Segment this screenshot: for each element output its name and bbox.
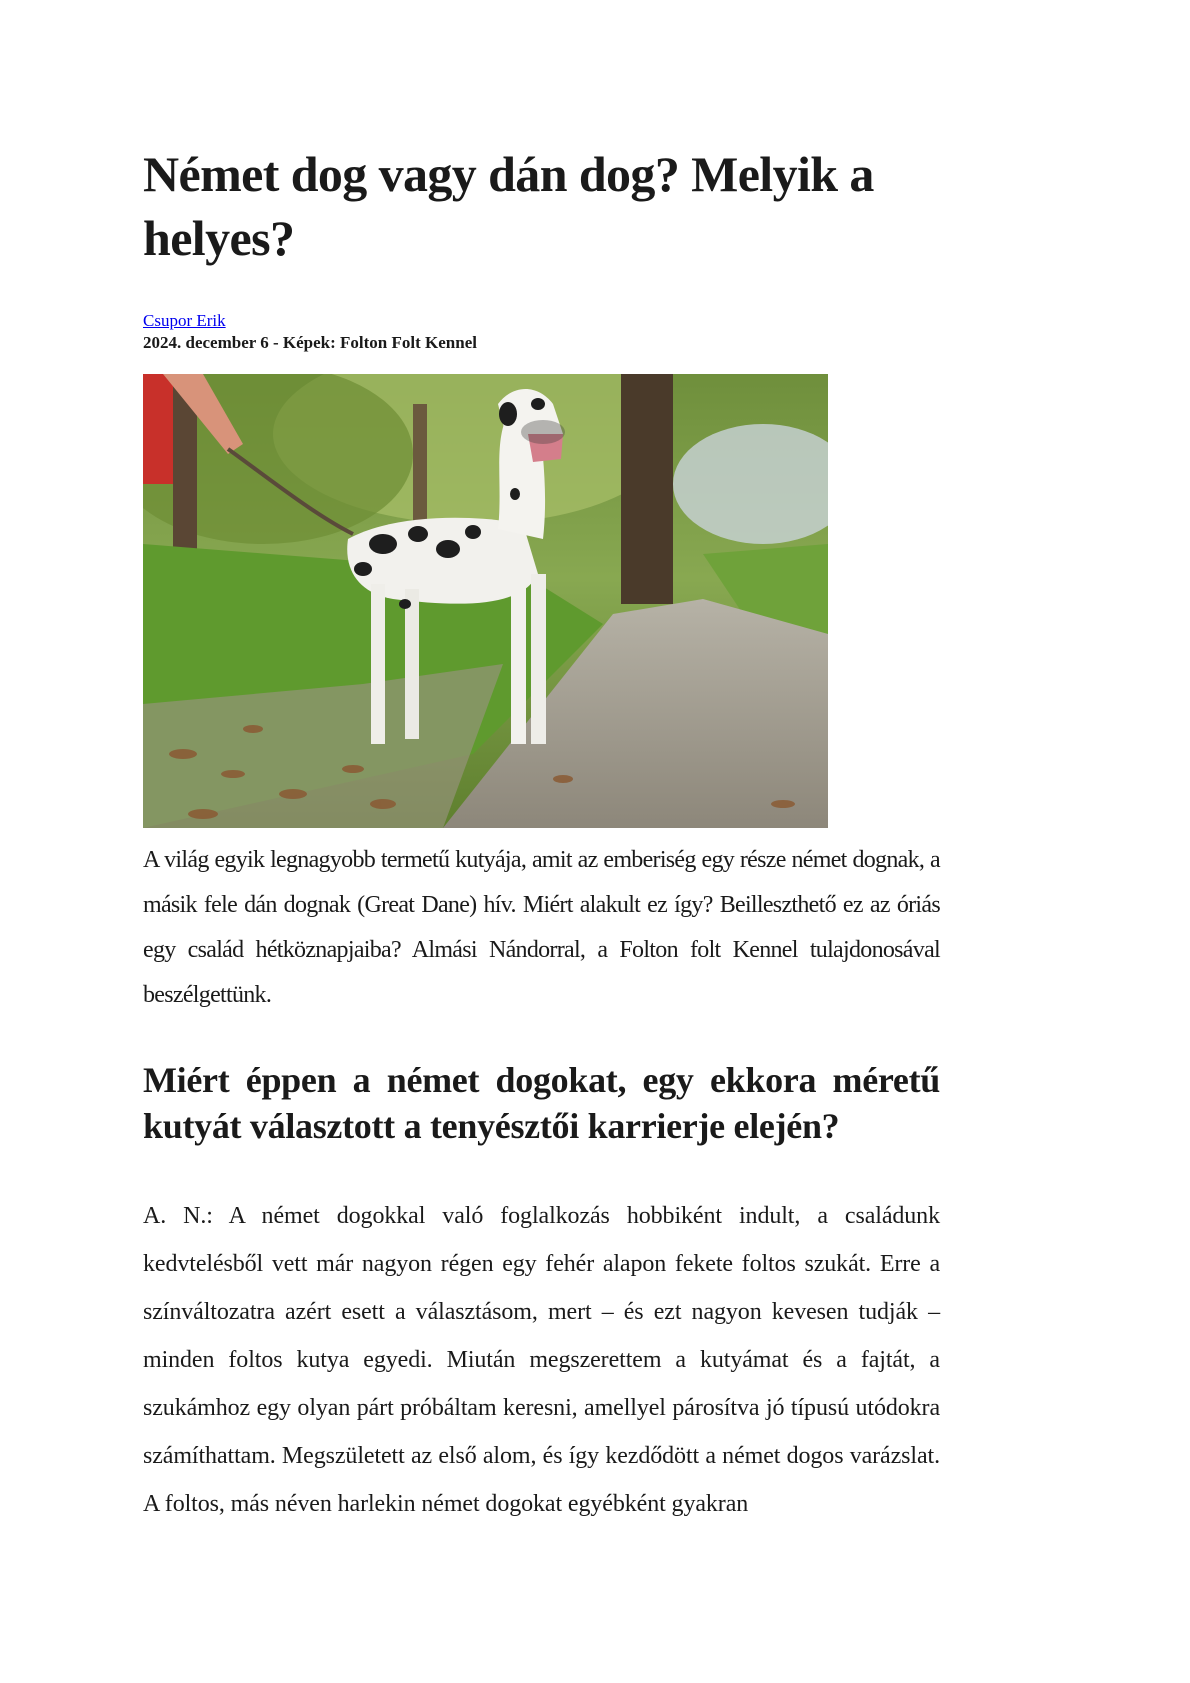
harlequin-great-dane-photo bbox=[143, 374, 828, 828]
article-meta: 2024. december 6 - Képek: Folton Folt Kennel bbox=[143, 333, 477, 352]
author-link[interactable]: Csupor Erik bbox=[143, 311, 226, 330]
lead-paragraph: A világ egyik legnagyobb termetű kutyája, amit az emberiség egy része német dognak, a másik fele dán dognak (Great Dane) hív. Miért alakult ez így? Beilleszthető ez az óriás egy család hétköznapjaiba? Almási Nándorral, a Folton folt Kennel tulajdonosával beszélgettünk. bbox=[143, 847, 940, 1008]
body-paragraph: A. N.: A német dogokkal való foglalkozás hobbiként indult, a családunk kedvtelésből vett már nagyon régen egy fehér alapon fekete foltos szukát. Erre a színváltozatra azért esett a választásom, mert – és ezt nagyon kevesen tudják – minden foltos kutya egyedi. Miután megszerettem a kutyámat és a fajtát, a szukámhoz egy olyan párt próbáltam keresni, amellyel párosítva jó típusú utódokra számíthattam. Megszületett az első alom, és így kezdődött a német dogos varázslat. A foltos, más néven harlekin német dogokat egyébként gyakran bbox=[143, 1203, 940, 1517]
article-title: Német dog vagy dán dog? Melyik a helyes? bbox=[143, 146, 874, 266]
section-heading: Miért éppen a német dogokat, egy ekkora méretű kutyát választott a tenyésztői karrierje elején? bbox=[143, 1060, 940, 1146]
